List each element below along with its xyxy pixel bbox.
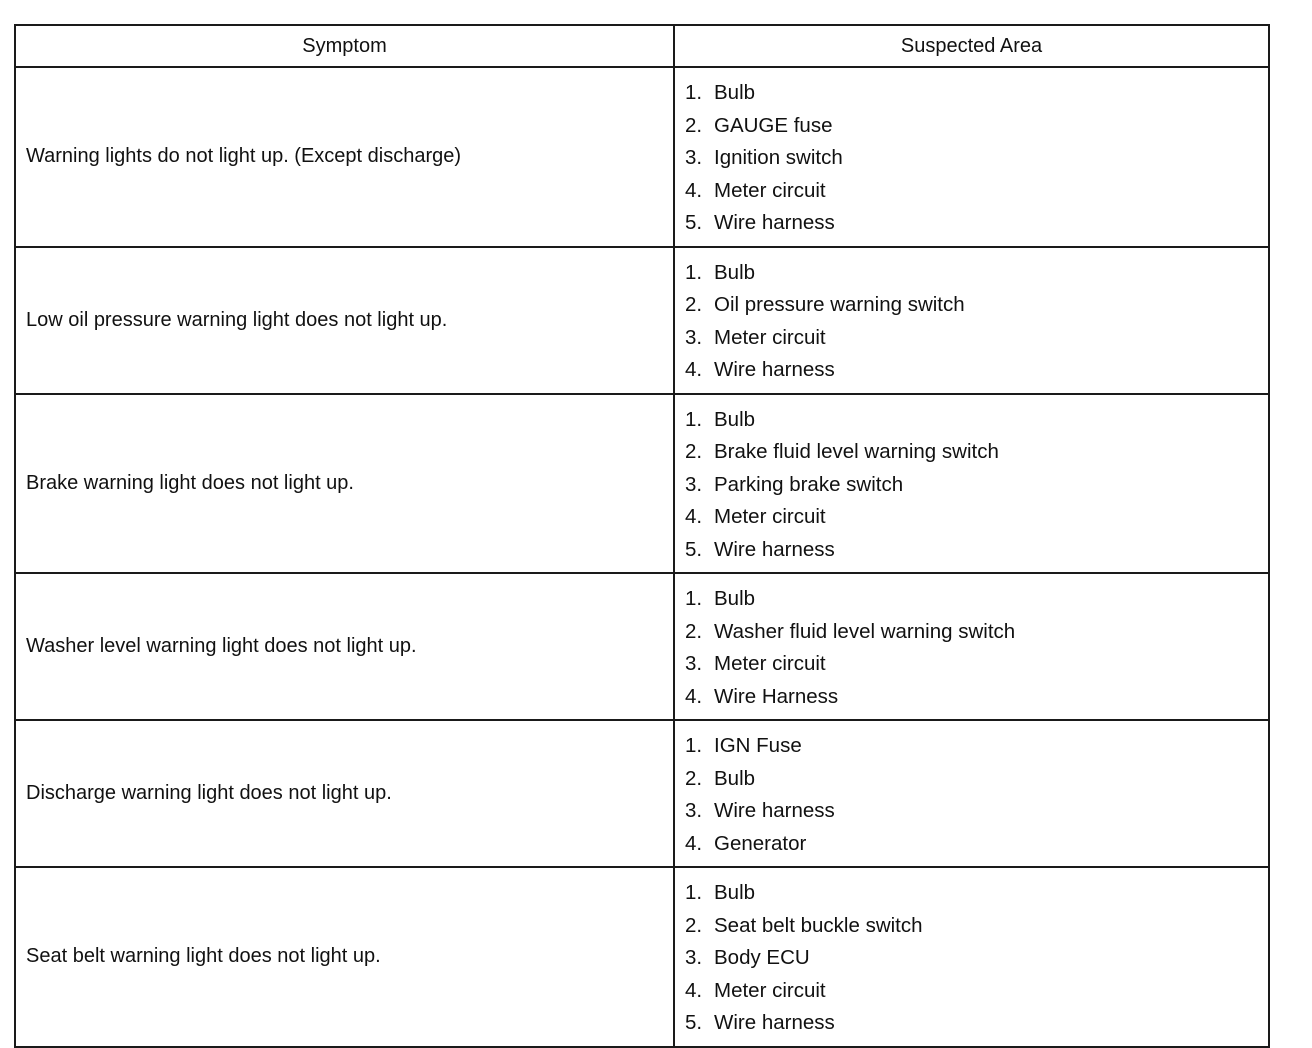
header-symptom: Symptom [15,25,674,67]
item-text: Washer fluid level warning switch [714,619,1016,643]
item-text: Bulb [714,766,756,790]
suspected-area-item [685,404,1268,437]
item-text: Meter circuit [714,652,826,675]
item-text: Wire harness [714,799,835,822]
item-text: IGN Fuse [714,734,802,757]
suspected-area-item [685,322,1268,355]
item-text: Brake fluid level warning switch [714,440,999,463]
suspected-area-item [685,142,1268,175]
item-number: 4. [685,178,703,202]
item-text: Oil pressure warning switch [714,293,965,316]
item-number: 3. [685,472,703,496]
item-number: 4. [685,358,703,381]
item-number: 1. [685,734,703,757]
table-row [15,867,1269,1047]
item-number: 4. [685,684,703,708]
troubleshooting-table [14,24,1270,1048]
item-number: 2. [685,913,703,937]
suspected-area-cell [674,67,1269,247]
item-text: Meter circuit [714,978,826,1002]
symptom-cell: Low oil pressure warning light does not light up. [15,247,674,394]
suspected-area-list [685,404,1268,567]
suspected-area-item [685,681,1268,714]
item-number: 2. [685,293,703,316]
item-number: 4. [685,978,703,1002]
suspected-area-list [685,877,1268,1040]
item-number: 1. [685,587,703,610]
item-text: Wire harness [714,1011,835,1034]
item-text: Generator [714,831,807,855]
suspected-area-list [685,730,1268,860]
suspected-area-item [685,289,1268,322]
item-number: 5. [685,537,703,561]
item-number: 2. [685,113,703,137]
item-number: 3. [685,146,703,169]
suspected-area-item [685,175,1268,208]
symptom-cell: Brake warning light does not light up. [15,394,674,574]
item-number: 4. [685,505,703,528]
item-number: 4. [685,831,703,855]
suspected-area-item [685,207,1268,240]
item-text: Meter circuit [714,505,826,528]
item-number: 3. [685,652,703,675]
suspected-area-item [685,877,1268,910]
item-text: GAUGE fuse [714,113,833,137]
item-text: Body ECU [714,946,810,969]
item-text: Wire harness [714,358,835,381]
suspected-area-list [685,583,1268,713]
item-number: 3. [685,325,703,349]
suspected-area-item [685,77,1268,110]
symptom-cell: Discharge warning light does not light up. [15,720,674,867]
header-suspected-area: Suspected Area [674,25,1269,67]
item-number: 1. [685,81,703,104]
suspected-area-item [685,583,1268,616]
suspected-area-item [685,763,1268,796]
suspected-area-cell [674,720,1269,867]
item-text: Bulb [714,81,756,104]
suspected-area-item [685,469,1268,502]
suspected-area-item [685,795,1268,828]
table-row [15,394,1269,574]
suspected-area-cell [674,394,1269,574]
item-text: Meter circuit [714,178,826,202]
item-number: 2. [685,619,703,643]
suspected-area-item [685,436,1268,469]
suspected-area-item [685,648,1268,681]
suspected-area-item [685,828,1268,861]
item-number: 1. [685,260,703,284]
suspected-area-item [685,975,1268,1008]
suspected-area-item [685,354,1268,387]
suspected-area-item [685,910,1268,943]
item-text: Seat belt buckle switch [714,913,923,937]
suspected-area-item [685,110,1268,143]
table-row [15,573,1269,720]
item-text: Wire harness [714,211,835,234]
suspected-area-item [685,1007,1268,1040]
item-number: 2. [685,440,703,463]
item-text: Wire Harness [714,684,839,708]
suspected-area-cell [674,867,1269,1047]
item-text: Bulb [714,260,756,284]
item-number: 3. [685,799,703,822]
suspected-area-cell [674,247,1269,394]
table-row [15,247,1269,394]
symptom-cell: Seat belt warning light does not light up. [15,867,674,1047]
item-number: 1. [685,407,703,431]
item-text: Parking brake switch [714,472,904,496]
suspected-area-list [685,77,1268,240]
suspected-area-item [685,501,1268,534]
suspected-area-item [685,616,1268,649]
item-text: Wire harness [714,537,835,561]
table-header-row [15,25,1269,67]
suspected-area-item [685,730,1268,763]
suspected-area-cell [674,573,1269,720]
table-row [15,67,1269,247]
symptom-cell: Washer level warning light does not light up. [15,573,674,720]
suspected-area-item [685,942,1268,975]
item-number: 5. [685,1011,703,1034]
suspected-area-item [685,257,1268,290]
item-number: 2. [685,766,703,790]
item-text: Ignition switch [714,146,843,169]
item-number: 5. [685,211,703,234]
item-text: Bulb [714,587,756,610]
item-text: Meter circuit [714,325,826,349]
item-number: 3. [685,946,703,969]
suspected-area-list [685,257,1268,387]
table-body [15,67,1269,1047]
item-text: Bulb [714,407,756,431]
item-text: Bulb [714,881,756,904]
symptom-cell: Warning lights do not light up. (Except discharge) [15,67,674,247]
troubleshooting-table-container [14,24,1268,1048]
item-number: 1. [685,881,703,904]
table-row [15,720,1269,867]
suspected-area-item [685,534,1268,567]
